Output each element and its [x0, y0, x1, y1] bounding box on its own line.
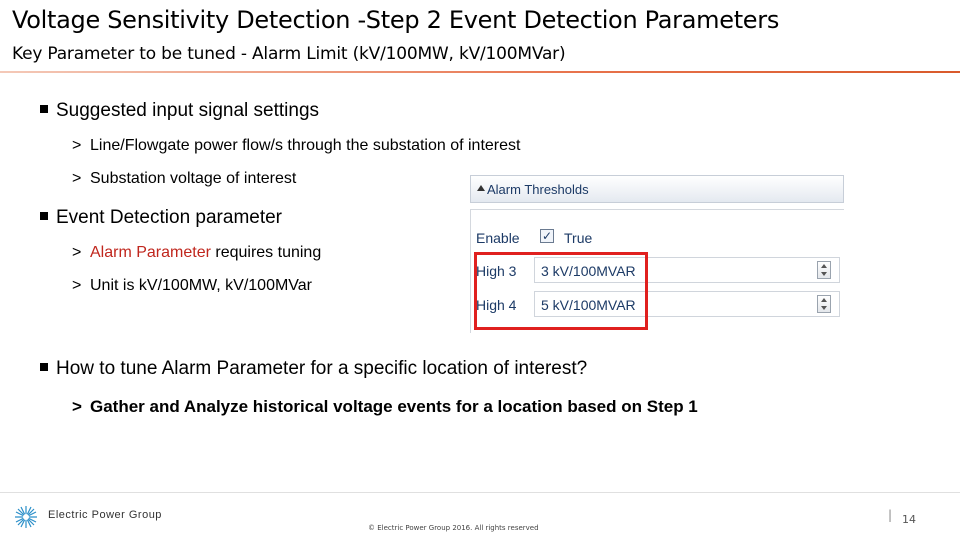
- slide-subtitle: Key Parameter to be tuned - Alarm Limit (kV/100MW, kV/100MVar): [12, 44, 566, 64]
- high4-label: High 4: [476, 297, 517, 313]
- collapse-triangle-icon[interactable]: [477, 185, 485, 191]
- square-bullet-icon: [40, 212, 48, 220]
- spin-up-icon[interactable]: [821, 298, 827, 302]
- arrow-bullet: >: [72, 244, 82, 261]
- enable-value: True: [564, 230, 593, 246]
- title-divider: [0, 71, 960, 73]
- alarm-limit-highlight-box: [474, 252, 648, 330]
- logo-wordmark: Electric Power Group: [48, 509, 162, 521]
- page-number: 14: [902, 513, 916, 526]
- high4-spinner[interactable]: [817, 295, 831, 313]
- sub-bullet-substation-voltage: > Substation voltage of interest: [72, 170, 297, 187]
- high3-value: 3 kV/100MVAR: [541, 263, 636, 279]
- sub-bullet-line-flowgate: > Line/Flowgate power flow/s through the substation of interest: [72, 137, 521, 154]
- slide-title: Voltage Sensitivity Detection -Step 2 Event Detection Parameters: [12, 6, 780, 34]
- enable-checkbox[interactable]: ✓: [541, 229, 553, 243]
- alarm-parameter-highlight: Alarm Parameter: [90, 244, 211, 261]
- page-separator: |: [888, 508, 893, 522]
- bullet-event-detection-parameter: Event Detection parameter: [40, 207, 282, 229]
- copyright-text: © Electric Power Group 2016. All rights reserved: [368, 524, 539, 532]
- alarm-thresholds-header[interactable]: [470, 175, 844, 203]
- bullet-input-signal-settings: Suggested input signal settings: [40, 100, 319, 122]
- square-bullet-icon: [40, 105, 48, 113]
- spin-down-icon[interactable]: [821, 272, 827, 276]
- arrow-bullet: >: [72, 277, 82, 294]
- arrow-bullet: >: [72, 170, 82, 187]
- sub-bullet-unit: > Unit is kV/100MW, kV/100MVar: [72, 277, 312, 294]
- spin-up-icon[interactable]: [821, 264, 827, 268]
- arrow-bullet: >: [72, 397, 82, 416]
- footer-divider: [0, 492, 960, 493]
- spin-down-icon[interactable]: [821, 306, 827, 310]
- high3-spinner[interactable]: [817, 261, 831, 279]
- square-bullet-icon: [40, 363, 48, 371]
- sub-bullet-gather-analyze: > Gather and Analyze historical voltage events for a location based on Step 1: [72, 397, 698, 416]
- panel-header-label: Alarm Thresholds: [487, 182, 589, 197]
- bullet-how-to-tune: How to tune Alarm Parameter for a specific location of interest?: [40, 358, 587, 380]
- arrow-bullet: >: [72, 137, 82, 154]
- sub-bullet-alarm-parameter: > Alarm Parameter requires tuning: [72, 244, 322, 261]
- starburst-logo-icon: [14, 505, 38, 529]
- company-logo: [14, 505, 214, 529]
- high3-label: High 3: [476, 263, 517, 279]
- high4-value: 5 kV/100MVAR: [541, 297, 636, 313]
- enable-label: Enable: [476, 230, 520, 246]
